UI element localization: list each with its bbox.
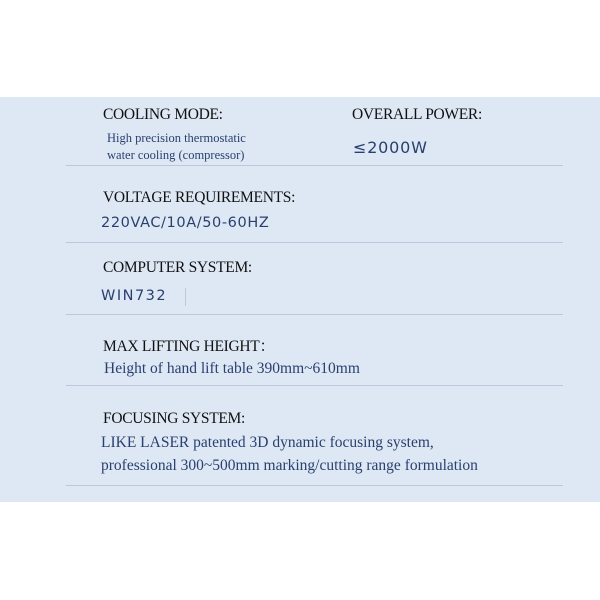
divider-1	[66, 165, 563, 166]
divider-5	[66, 485, 563, 486]
computer-system-value: WIN732	[101, 288, 168, 304]
computer-system-label: COMPUTER SYSTEM:	[103, 259, 252, 276]
cooling-mode-value-line1: High precision thermostatic	[107, 131, 246, 145]
divider-2	[66, 242, 563, 243]
divider-4	[66, 385, 563, 386]
cooling-mode-label: COOLING MODE:	[103, 106, 223, 123]
specifications-panel	[0, 97, 600, 502]
value-separator-mark	[185, 288, 186, 306]
max-lifting-height-value: Height of hand lift table 390mm~610mm	[104, 360, 360, 377]
divider-3	[66, 314, 563, 315]
overall-power-value: ≤2000W	[353, 138, 428, 157]
overall-power-label: OVERALL POWER:	[352, 106, 482, 123]
voltage-requirements-label: VOLTAGE REQUIREMENTS:	[103, 189, 296, 206]
max-lifting-height-label: MAX LIFTING HEIGHT：	[103, 338, 275, 355]
focusing-system-value-line1: LIKE LASER patented 3D dynamic focusing system,	[101, 434, 434, 451]
cooling-mode-value-line2: water cooling (compressor)	[107, 148, 245, 162]
focusing-system-value-line2: professional 300~500mm marking/cutting range formulation	[101, 457, 478, 474]
focusing-system-label: FOCUSING SYSTEM:	[103, 410, 246, 427]
voltage-requirements-value: 220VAC/10A/50-60HZ	[101, 215, 270, 231]
